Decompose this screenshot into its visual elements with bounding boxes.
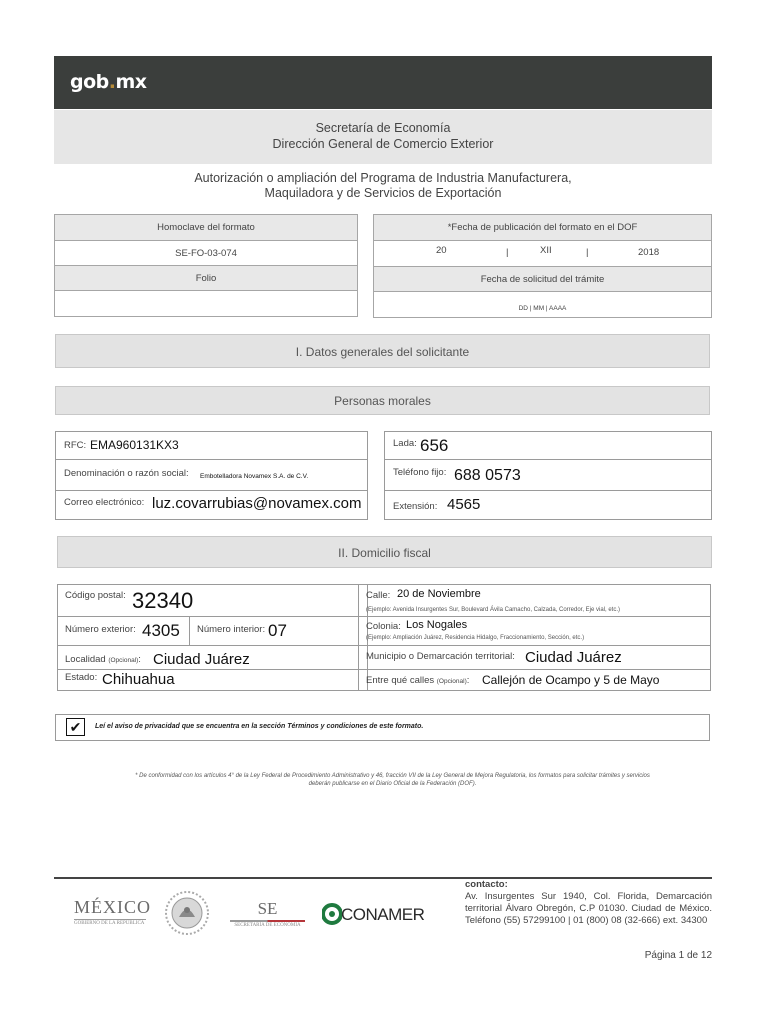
municipio-row[interactable]: Municipio o Demarcación territorial: Ciudad Juárez — [359, 646, 710, 670]
format-meta-left — [54, 214, 358, 317]
dof-date-label: *Fecha de publicación del formato en el DOF — [374, 215, 712, 241]
numero-row — [58, 617, 367, 646]
cp-value: 32340 — [132, 588, 194, 613]
page-number: Página 1 de 12 — [644, 950, 712, 961]
telefono-value: 688 0573 — [454, 467, 521, 484]
privacy-text: Leí el aviso de privacidad que se encuentra en la sección Términos y condiciones de este formato. — [95, 723, 424, 730]
extension-row[interactable]: Extensión: 4565 — [393, 496, 481, 513]
domicilio-left-box — [57, 584, 368, 691]
estado-row[interactable]: Estado: Chihuahua — [65, 671, 175, 688]
contact-block — [465, 879, 712, 927]
homoclave-value: SE-FO-03-074 — [55, 241, 358, 266]
localidad-row[interactable]: Localidad (Opcional): Ciudad Juárez — [58, 646, 367, 670]
request-date-hint: DD | MM | AAAA — [518, 305, 567, 312]
gobmx-logo[interactable]: gob.mx — [70, 71, 147, 93]
calle-hint: (Ejemplo: Avenida Insurgentes Sur, Boulevard Ávila Camacho, Calzada, Corredor, Eje vial, etc.) — [366, 607, 621, 613]
municipio-value: Ciudad Juárez — [525, 649, 622, 666]
localidad-value: Ciudad Juárez — [153, 651, 250, 668]
contact-text: Av. Insurgentes Sur 1940, Col. Florida, Demarcación territorial Álvaro Obregón, C.P 01030. Ciudad de México. Teléfono (55) 57299100 | 01 (800) 08 (32-666) ext. 34300 — [465, 891, 712, 926]
request-date-label: Fecha de solicitud del trámite — [374, 267, 712, 292]
section-1-subheader: Personas morales — [55, 386, 710, 415]
entre-calles-row[interactable]: Entre qué calles (Opcional): Callejón de Ocampo y 5 de Mayo — [366, 673, 660, 687]
mexico-logo: MÉXICO GOBIERNO DE LA REPÚBLICA — [74, 897, 151, 926]
national-seal-icon — [164, 890, 210, 936]
colonia-row[interactable]: Colonia: Los Nogales (Ejemplo: Ampliación Juárez, Residencia Hidalgo, Fraccionamiento, Sección, etc.) — [359, 617, 710, 646]
dof-date-value: 20 | XII | 2018 — [374, 241, 712, 267]
num-ext-field[interactable]: Número exterior: 4305 — [58, 617, 190, 645]
denominacion-row[interactable]: Denominación o razón social: Embotelladora Novamex S.A. de C.V. — [56, 460, 367, 491]
num-ext-value: 4305 — [142, 621, 180, 640]
privacy-checkbox[interactable]: ✔ — [66, 718, 85, 736]
correo-value: luz.covarrubias@novamex.com — [152, 495, 362, 512]
colonia-value: Los Nogales — [406, 619, 468, 631]
extension-value: 4565 — [447, 496, 481, 513]
domicilio-right-box — [358, 584, 711, 691]
lada-row[interactable]: Lada: 656 — [385, 432, 711, 460]
folio-field[interactable] — [55, 291, 358, 317]
agency-header — [54, 110, 712, 164]
correo-row[interactable]: Correo electrónico: luz.covarrubias@novamex.com — [64, 495, 362, 512]
folio-label: Folio — [55, 266, 358, 291]
privacy-row — [55, 714, 710, 741]
rfc-value: EMA960131KX3 — [90, 438, 179, 452]
cp-row[interactable]: Código postal: 32340 — [58, 585, 367, 617]
contact-heading: contacto: — [465, 879, 508, 890]
section-1-header: I. Datos generales del solicitante — [55, 334, 710, 368]
estado-value: Chihuahua — [102, 671, 175, 688]
solicitante-left-box — [55, 431, 368, 520]
section-2-header: II. Domicilio fiscal — [57, 536, 712, 568]
header-bar — [54, 56, 712, 109]
colonia-hint: (Ejemplo: Ampliación Juárez, Residencia Hidalgo, Fraccionamiento, Sección, etc.) — [366, 635, 585, 641]
form-title: Autorización o ampliación del Programa de Industria Manufacturera, Maquiladora y de Servicios de Exportación — [194, 171, 572, 200]
denominacion-value: Embotelladora Novamex S.A. de C.V. — [200, 473, 309, 480]
format-meta-right — [373, 214, 712, 318]
rfc-row[interactable]: RFC: EMA960131KX3 — [56, 432, 367, 460]
se-logo: SE SECRETARÍA DE ECONOMÍA — [230, 899, 305, 928]
num-int-value: 07 — [268, 621, 287, 640]
calle-row[interactable]: Calle: 20 de Noviembre (Ejemplo: Avenida Insurgentes Sur, Boulevard Ávila Camacho, Calzada, Corredor, Eje vial, etc.) — [359, 585, 710, 617]
homoclave-label: Homoclave del formato — [55, 215, 358, 241]
num-int-field[interactable]: Número interior: 07 — [197, 621, 287, 640]
entre-calles-value: Callejón de Ocampo y 5 de Mayo — [482, 673, 660, 687]
conamer-icon — [322, 903, 342, 925]
telefono-row[interactable]: Teléfono fijo: 688 0573 — [385, 460, 711, 491]
lada-value: 656 — [420, 436, 449, 455]
calle-value: 20 de Noviembre — [397, 588, 481, 600]
solicitante-right-box — [384, 431, 712, 520]
agency-name: Secretaría de Economía — [315, 121, 451, 135]
footnote: * De conformidad con los artículos 4° de la Ley Federal de Procedimiento Administrativo y 46, fracción VII de la Ley General de Mejora Regulatoria, los formatos para solicitar trámites y servicios deberán publicarse en el Diario Oficial de la Federación (DOF). — [135, 773, 650, 787]
agency-direction: Dirección General de Comercio Exterior — [272, 137, 494, 151]
request-date-field[interactable] — [374, 292, 712, 318]
